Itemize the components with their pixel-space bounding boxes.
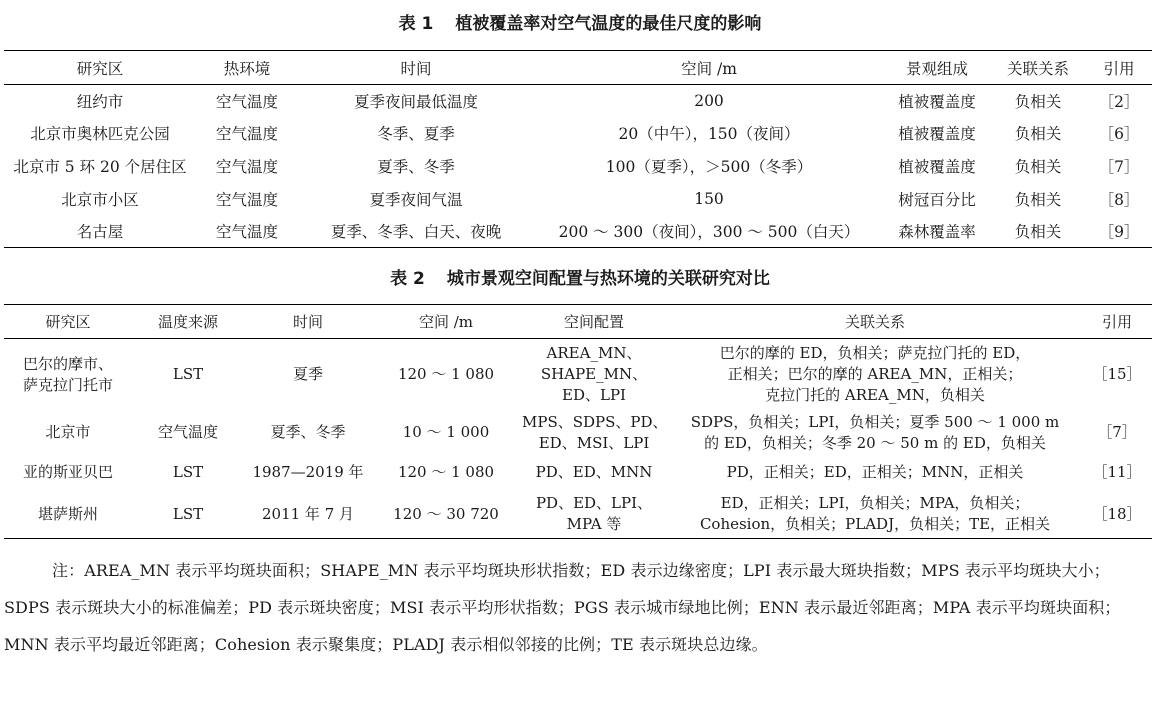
table2-cell-config bbox=[520, 455, 668, 491]
table1-caption bbox=[0, 9, 1160, 34]
table2-cell-time: 夏季、冬季 bbox=[270, 423, 346, 441]
cell-line: 北京市 bbox=[45, 423, 91, 441]
table1-cell: 植被覆盖度 bbox=[898, 93, 976, 112]
table1-cell: 北京市奥林匹克公园 bbox=[30, 125, 170, 144]
cell-line: ED，正相关；LPI，负相关；MPA，负相关； bbox=[720, 494, 1030, 513]
table2-cell-relation bbox=[668, 491, 1082, 539]
table1 bbox=[4, 50, 1152, 248]
table1-row bbox=[4, 85, 1152, 118]
table1-cell: 夏季、冬季、白天、夜晚 bbox=[298, 215, 534, 248]
table2-cell-time: 1987—2019 年 bbox=[252, 463, 364, 481]
table1-cell: 北京市小区 bbox=[61, 190, 139, 209]
table1-cell: 负相关 bbox=[1014, 93, 1062, 112]
cell-line: AREA_MN、 bbox=[546, 344, 642, 363]
table2-cell-area bbox=[4, 339, 132, 411]
table1-cell: 植被覆盖度 bbox=[898, 125, 976, 144]
cell-line: 巴尔的摩的 ED，负相关；萨克拉门托的 ED， bbox=[719, 344, 1031, 363]
cell-line: ED、LPI bbox=[562, 386, 626, 405]
table2-row bbox=[4, 455, 1152, 491]
table1-row bbox=[4, 117, 1152, 150]
cell-line: 亚的斯亚贝巴 bbox=[22, 463, 113, 481]
cell-line: SDPS，负相关；LPI，负相关；夏季 500 ～ 1 000 m bbox=[690, 412, 1060, 431]
table1-cell: 森林覆盖率 bbox=[884, 215, 990, 248]
table1-row bbox=[4, 182, 1152, 215]
table1-cell: 北京市 5 环 20 个居住区 bbox=[13, 157, 187, 176]
table1-cell: 20（中午），150（夜间） bbox=[618, 125, 800, 144]
table2 bbox=[4, 304, 1152, 539]
table1-cell: 负相关 bbox=[990, 215, 1086, 248]
cell-line: 萨克拉门托市 bbox=[22, 375, 113, 394]
table2-row bbox=[4, 339, 1152, 411]
table1-header-cell: 空间 /m bbox=[534, 51, 884, 85]
table1-cell: 150 bbox=[694, 189, 724, 208]
table1-header-cell: 时间 bbox=[298, 51, 534, 85]
table1-cell: ［9］ bbox=[1086, 215, 1152, 248]
table2-cell-space: 120 ～ 30 720 bbox=[372, 491, 520, 539]
table1-number: 表 1 bbox=[398, 14, 434, 34]
table2-cell-area bbox=[4, 411, 132, 455]
table1-cell: 负相关 bbox=[1014, 125, 1062, 144]
table1-cell: 空气温度 bbox=[215, 157, 278, 176]
table2-cell-time: 夏季 bbox=[292, 365, 323, 384]
table1-cell: 空气温度 bbox=[196, 215, 298, 248]
table2-header-cell: 空间配置 bbox=[520, 305, 668, 339]
cell-line: Cohesion，负相关；PLADJ，负相关；TE，正相关 bbox=[699, 515, 1051, 534]
table2-cell-config bbox=[520, 411, 668, 455]
table1-cell: 植被覆盖度 bbox=[898, 157, 976, 176]
table2-header-cell: 时间 bbox=[244, 305, 372, 339]
table2-cell-relation bbox=[668, 455, 1082, 491]
table1-cell: 200 ～ 300（夜间），300 ～ 500（白天） bbox=[534, 215, 884, 248]
table1-cell: ［7］ bbox=[1098, 157, 1140, 176]
table1-cell: 树冠百分比 bbox=[898, 190, 976, 209]
table2-cell-time: 2011 年 7 月 bbox=[244, 491, 372, 539]
cell-line: MPS、SDPS、PD、 bbox=[522, 412, 668, 431]
table2-header-row bbox=[4, 305, 1152, 339]
table1-cell: 夏季、冬季 bbox=[377, 157, 455, 176]
cell-line: 巴尔的摩市、 bbox=[22, 354, 113, 373]
table1-cell: 纽约市 bbox=[76, 93, 124, 112]
table2-number: 表 2 bbox=[390, 269, 425, 289]
table2-header-cell: 温度来源 bbox=[132, 305, 244, 339]
cell-line: ED、MSI、LPI bbox=[538, 433, 650, 452]
cell-line: 正相关；巴尔的摩的 AREA_MN，正相关； bbox=[727, 365, 1023, 384]
table2-cell-relation bbox=[668, 339, 1082, 411]
table2-header-cell: 研究区 bbox=[4, 305, 132, 339]
cell-line: 克拉门托的 AREA_MN，负相关 bbox=[765, 386, 985, 405]
table2-cell-ref: ［15］ bbox=[1092, 365, 1142, 384]
table1-cell: 200 bbox=[694, 92, 724, 111]
table1-header-cell: 热环境 bbox=[196, 51, 298, 85]
table2-cell-config bbox=[520, 491, 668, 539]
table1-cell: 名古屋 bbox=[4, 215, 196, 248]
table1-cell: 空气温度 bbox=[215, 93, 278, 112]
table1-cell: 100（夏季），＞500（冬季） bbox=[605, 157, 813, 176]
table2-cell-area bbox=[4, 491, 132, 539]
table2-cell-config bbox=[520, 339, 668, 411]
table2-cell-source: LST bbox=[172, 463, 204, 481]
cell-line: SHAPE_MN、 bbox=[540, 365, 648, 384]
table1-row bbox=[4, 215, 1152, 248]
table1-cell: 夏季夜间最低温度 bbox=[353, 93, 478, 112]
table2-cell-source: LST bbox=[172, 365, 204, 384]
table2-cell-source: 空气温度 bbox=[157, 423, 218, 441]
table1-header-cell: 研究区 bbox=[4, 51, 196, 85]
cell-line: MPA 等 bbox=[566, 515, 622, 534]
table1-row bbox=[4, 150, 1152, 183]
table2-cell-ref: ［18］ bbox=[1082, 491, 1152, 539]
table1-cell: 冬季、夏季 bbox=[377, 125, 455, 144]
table1-header-cell: 关联关系 bbox=[990, 51, 1086, 85]
table2-cell-space: 120 ～ 1 080 bbox=[397, 365, 495, 384]
table2-row bbox=[4, 411, 1152, 455]
table2-cell-area bbox=[4, 455, 132, 491]
table-note: 注：AREA_MN 表示平均斑块面积；SHAPE_MN 表示平均斑块形状指数；ED 表示边缘密度；LPI 表示最大斑块指数；MPS 表示平均斑块大小；SDPS 表示斑块大小的标准偏差；PD 表示斑块密度；MSI 表示平均形状指数；PGS 表示城市绿地比例；ENN 表示最近邻距离；MPA 表示平均斑块面积；MNN 表示平均最近邻距离；Cohesion 表示聚集度；PLADJ 表示相似邻接的比例；TE 表示斑块总边缘。 bbox=[4, 561, 1121, 654]
table2-title: 城市景观空间配置与热环境的关联研究对比 bbox=[446, 269, 770, 289]
table2-cell-relation bbox=[668, 411, 1082, 455]
table2-header-cell: 引用 bbox=[1082, 305, 1152, 339]
cell-line: PD、ED、LPI、 bbox=[535, 494, 653, 513]
cell-line: PD、ED、MNN bbox=[535, 463, 653, 481]
table1-cell: 负相关 bbox=[1014, 157, 1062, 176]
cell-line: 的 ED，负相关；冬季 20 ～ 50 m 的 ED，负相关 bbox=[704, 433, 1046, 452]
table1-header-row bbox=[4, 51, 1152, 85]
table2-cell-ref: ［11］ bbox=[1092, 463, 1142, 481]
cell-line: PD，正相关；ED，正相关；MNN，正相关 bbox=[726, 463, 1024, 481]
table1-cell: 负相关 bbox=[1014, 190, 1062, 209]
table1-cell: ［8］ bbox=[1098, 190, 1140, 209]
table1-cell: 夏季夜间气温 bbox=[369, 190, 463, 209]
table2-cell-source: LST bbox=[132, 491, 244, 539]
cell-line: 堪萨斯州 bbox=[37, 504, 98, 523]
table1-header-cell: 景观组成 bbox=[884, 51, 990, 85]
table2-header-cell: 关联关系 bbox=[668, 305, 1082, 339]
table2-cell-space: 120 ～ 1 080 bbox=[397, 463, 495, 481]
table2-header-cell: 空间 /m bbox=[372, 305, 520, 339]
table2-cell-ref: ［7］ bbox=[1097, 423, 1137, 441]
table1-cell: ［6］ bbox=[1098, 125, 1140, 144]
table1-cell: 空气温度 bbox=[215, 125, 278, 144]
table1-cell: ［2］ bbox=[1098, 93, 1140, 112]
table1-header-cell: 引用 bbox=[1086, 51, 1152, 85]
table1-cell: 空气温度 bbox=[215, 190, 278, 209]
table1-title: 植被覆盖率对空气温度的最佳尺度的影响 bbox=[455, 14, 762, 34]
table2-caption bbox=[0, 264, 1160, 289]
table2-cell-space: 10 ～ 1 000 bbox=[402, 423, 490, 441]
table2-row bbox=[4, 491, 1152, 539]
